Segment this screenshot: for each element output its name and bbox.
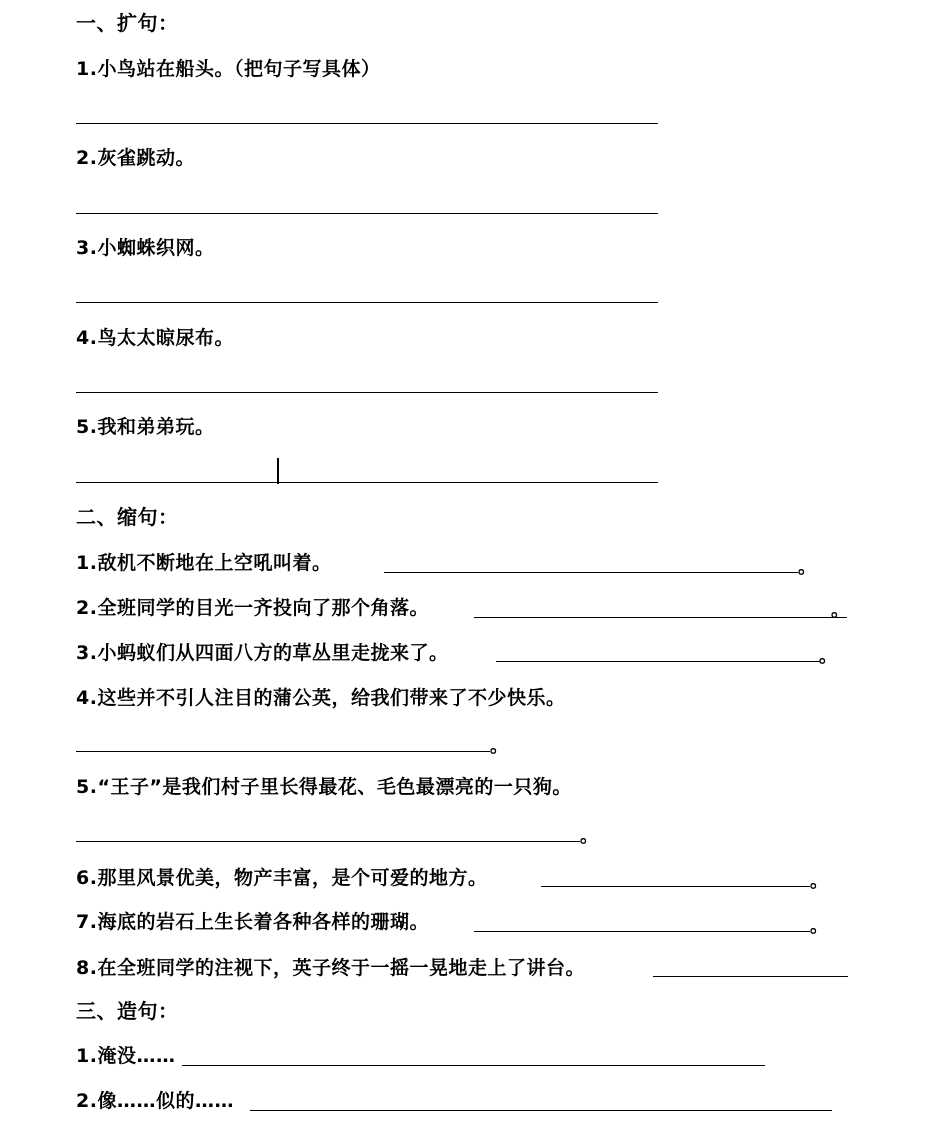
answer-line-shorten-1[interactable]	[384, 572, 798, 573]
period-shorten-5: 。	[580, 826, 598, 847]
shorten-question-1: 1.敌机不断地在上空吼叫着。	[76, 552, 332, 574]
period-shorten-6: 。	[810, 871, 828, 892]
answer-line-shorten-2[interactable]	[474, 617, 847, 618]
expand-question-3: 3.小蜘蛛织网。	[76, 237, 215, 259]
shorten-question-6: 6.那里风景优美，物产丰富，是个可爱的地方。	[76, 867, 488, 889]
shorten-question-2: 2.全班同学的目光一齐投向了那个角落。	[76, 597, 429, 619]
period-shorten-2: 。	[831, 600, 849, 621]
answer-line-expand-1[interactable]	[76, 123, 658, 124]
answer-line-make-sentence-1[interactable]	[182, 1065, 765, 1066]
shorten-question-8: 8.在全班同学的注视下，英子终于一摇一晃地走上了讲台。	[76, 957, 585, 979]
section-heading-shorten: 二、缩句：	[76, 505, 179, 529]
expand-question-4: 4.鸟太太晾尿布。	[76, 327, 234, 349]
answer-line-expand-5[interactable]	[76, 482, 658, 483]
answer-line-expand-2[interactable]	[76, 213, 658, 214]
period-shorten-3: 。	[819, 646, 837, 667]
expand-question-2: 2.灰雀跳动。	[76, 147, 195, 169]
shorten-question-3: 3.小蚂蚁们从四面八方的草丛里走拢来了。	[76, 642, 449, 664]
period-shorten-1: 。	[798, 557, 816, 578]
answer-line-shorten-6[interactable]	[541, 886, 810, 887]
make-sentence-question-2: 2.像……似的……	[76, 1090, 234, 1112]
answer-line-shorten-7[interactable]	[474, 931, 810, 932]
shorten-question-7: 7.海底的岩石上生长着各种各样的珊瑚。	[76, 911, 429, 933]
shorten-question-5: 5.“王子”是我们村子里长得最花、毛色最漂亮的一只狗。	[76, 776, 572, 798]
answer-line-make-sentence-2[interactable]	[250, 1110, 832, 1111]
text-cursor	[277, 458, 279, 484]
period-shorten-7: 。	[810, 916, 828, 937]
section-heading-make-sentence: 三、造句：	[76, 999, 179, 1023]
answer-line-expand-3[interactable]	[76, 302, 658, 303]
shorten-question-4: 4.这些并不引人注目的蒲公英，给我们带来了不少快乐。	[76, 687, 566, 709]
answer-line-shorten-4[interactable]	[76, 751, 490, 752]
period-shorten-4: 。	[490, 736, 508, 757]
answer-line-expand-4[interactable]	[76, 392, 658, 393]
expand-question-5: 5.我和弟弟玩。	[76, 416, 215, 438]
answer-line-shorten-3[interactable]	[496, 661, 820, 662]
answer-line-shorten-8[interactable]	[653, 976, 848, 977]
section-heading-expand: 一、扩句：	[76, 11, 179, 35]
answer-line-shorten-5[interactable]	[76, 841, 580, 842]
make-sentence-question-1: 1.淹没……	[76, 1045, 176, 1067]
expand-question-1: 1.小鸟站在船头。（把句子写具体）	[76, 58, 381, 80]
